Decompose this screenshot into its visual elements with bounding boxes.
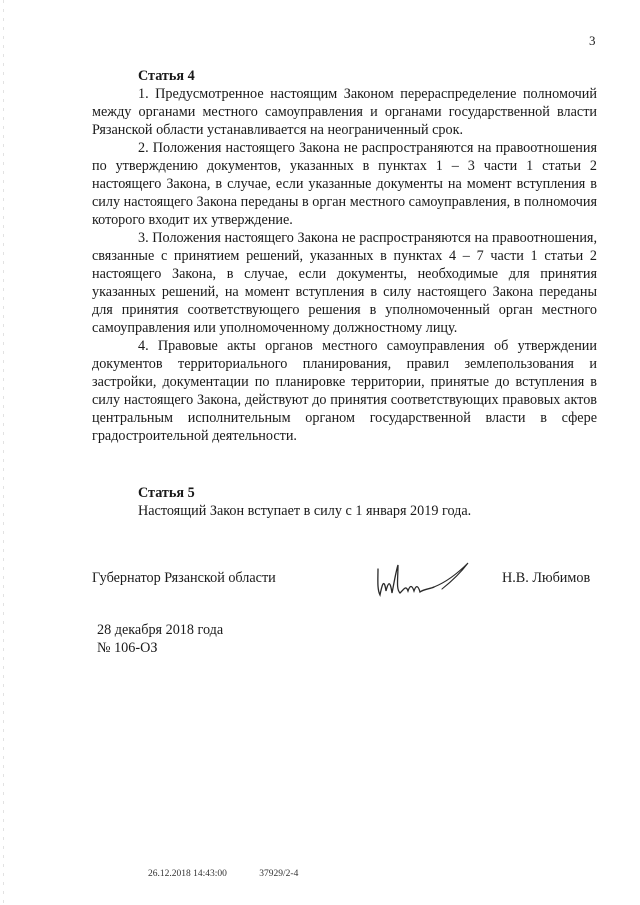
article-4-paragraph-1: 1. Предусмотренное настоящим Законом перераспределение полномочий между органами местного самоуправления и органами государственной власти Рязанской области устанавливается на неограниченный срок. — [92, 86, 597, 138]
article-4-heading: Статья 4 — [138, 68, 195, 84]
footer-document-code: 37929/2-4 — [259, 869, 299, 879]
article-4-paragraph-3: 3. Положения настоящего Закона не распространяются на правоотношения, связанные с принятием решений, указанных в пунктах 4 – 7 части 1 статьи 2 настоящего Закона, в случае, если документы, необходимые для принятия указанных решений, на момент вступления в силу настоящего Закона переданы для принятия соответствующего решения в уполномоченный орган местного самоуправления или уполномоченному должностному лицу. — [92, 230, 597, 336]
article-5-section — [92, 484, 597, 520]
article-4-section — [92, 67, 597, 445]
document-footer — [148, 869, 328, 879]
page-number: 3 — [589, 33, 596, 48]
law-date-and-number — [97, 621, 223, 657]
article-5-text: Настоящий Закон вступает в силу с 1 января 2019 года. — [138, 503, 472, 519]
signatory-role: Губернатор Рязанской области — [92, 570, 276, 586]
law-date: 28 декабря 2018 года — [97, 622, 224, 638]
article-5-heading: Статья 5 — [138, 485, 195, 501]
handwritten-signature — [372, 555, 482, 603]
article-4-paragraph-4: 4. Правовые акты органов местного самоуправления об утверждении документов территориального планирования, правил землепользования и застройки, документации по планировке территории, принятые до вступления в силу настоящего Закона, действуют до принятия соответствующих правовых актов центральным исполнительным органом государственной власти в сфере градостроительной деятельности. — [92, 338, 597, 444]
article-4-paragraph-2: 2. Положения настоящего Закона не распространяются на правоотношения по утверждению документов, указанных в пунктах 1 – 3 части 1 статьи 2 настоящего Закона, в случае, если указанные документы на момент вступления в силу настоящего Закона переданы в орган местного самоуправления, в полномочия которого входит их утверждение. — [92, 140, 597, 228]
law-number: № 106-ОЗ — [97, 640, 158, 656]
scan-edge-mark — [3, 0, 4, 905]
footer-timestamp: 26.12.2018 14:43:00 — [148, 869, 227, 879]
signatory-name: Н.В. Любимов — [502, 570, 591, 586]
